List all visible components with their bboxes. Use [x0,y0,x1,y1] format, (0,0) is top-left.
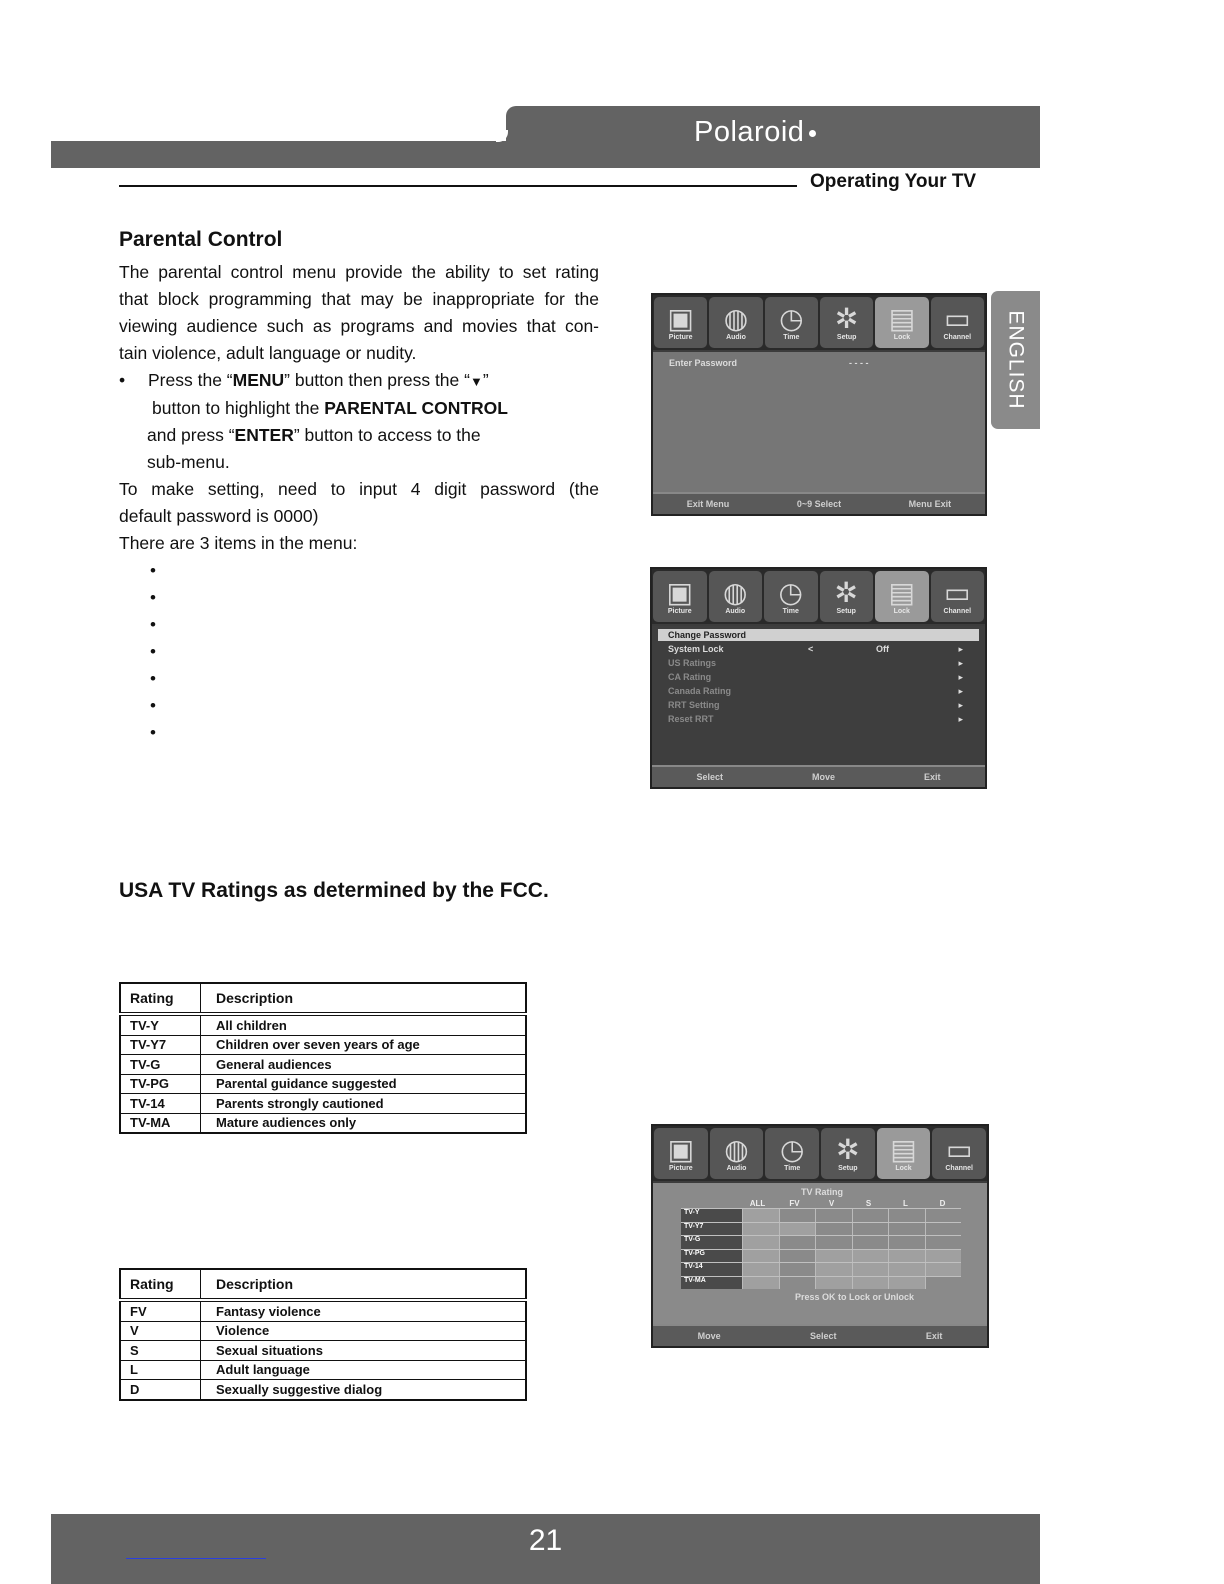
table-row: FV Fantasy violence [120,1300,526,1321]
tv-menu-label: Lock [893,334,911,341]
intro-line: that block programming that may be inappropriate for the [119,289,599,309]
channel-icon [932,1128,986,1179]
chevron-right-icon: ▸ [958,700,963,710]
table-row: TV-14 Parents strongly cautioned [120,1094,526,1114]
setup-icon [821,1128,875,1179]
footer-hint: 0~9 Select [796,499,842,509]
tv-menu-glyph: ✲ [834,577,858,608]
rating-grid-title: TV Rating [801,1187,843,1197]
list-item: • [150,615,156,634]
tv-menu-glyph: ◷ [779,1134,805,1165]
rating-grid-row: TV-MA [681,1276,961,1290]
tv-icon-bar [653,1126,987,1181]
items-line: There are 3 items in the menu: [119,533,358,553]
instruction-line-3: and press “ENTER” button to access to the [147,425,481,445]
tv-menu-glyph: ✲ [834,303,859,334]
table-row: S Sexual situations [120,1341,526,1361]
system-lock-value: Off [876,644,889,654]
list-item: • [150,696,156,715]
setting-line: To make setting, need to input 4 digit password (the [119,479,599,499]
tv-icon-bar [653,295,985,350]
tv-menu-glyph: ◍ [723,577,748,608]
footer-hint: Select [809,1331,837,1341]
instruction-line-2: button to highlight the PARENTAL CONTROL [152,398,508,418]
parental-control-title: Parental Control [119,228,283,251]
tv-menu-glyph: ✲ [836,1134,860,1165]
tv-menu-glyph: ▤ [888,303,916,334]
tv-screen-rating-grid [651,1124,989,1348]
intro-line: The parental control menu provide the ability to set rating [119,262,599,282]
tv-menu-glyph: ▣ [667,303,694,334]
instruction-bullet [119,367,599,395]
table-row: TV-G General audiences [120,1055,526,1075]
tv-menu-label: Channel [943,334,972,341]
rating-grid-row: TV-14 [681,1262,961,1276]
picture-icon [654,1128,708,1179]
usa-ratings-title: USA TV Ratings as determined by the FCC. [119,879,549,902]
table-header-rating: Rating [120,1269,201,1300]
picture-icon [653,571,707,622]
tv-screen-password [651,293,987,516]
chevron-right-icon: ▸ [958,658,963,668]
setup-icon [820,297,873,348]
audio-icon [709,571,763,622]
brand-logo: Polaroid [694,116,816,149]
rating-grid-header: ALL FV V S L D [749,1199,946,1208]
tv-menu-glyph: ▤ [888,577,915,608]
rating-grid-row: TV-Y7 [681,1222,961,1236]
table-row: TV-MA Mature audiences only [120,1113,526,1133]
rating-grid-row: TV-G [681,1235,961,1249]
rating-grid-row: TV-PG [681,1249,961,1263]
tv-menu-label: Audio [726,334,746,341]
menu-item-canada-rating: Canada Rating [668,686,732,696]
audio-icon [709,297,762,348]
rating-grid-row: TV-Y [681,1208,961,1222]
table-row: TV-Y All children [120,1014,526,1035]
empty-bullet-list [150,557,156,746]
footer-hint: Exit Menu [686,499,730,509]
down-arrow-icon: ▼ [469,374,483,389]
tv-menu-label: Time [782,608,799,615]
rating-grid [681,1199,961,1289]
table-row: V Violence [120,1321,526,1341]
tv-menu-label: Setup [836,334,857,341]
table-header-rating: Rating [120,983,201,1014]
tv-menu-label: Channel [943,608,972,615]
footer-hint: Move [811,772,835,782]
intro-line: tain violence, adult language or nudity. [119,343,417,363]
menu-item-ca-rating: CA Rating [668,672,712,682]
tv-icon-bar [652,569,985,624]
brand-dot-icon [809,130,816,137]
table-row: TV-Y7 Children over seven years of age [120,1035,526,1055]
list-item: • [150,669,156,688]
menu-key: MENU [232,370,285,390]
tv-menu-label: Picture [667,608,692,615]
tv-menu-glyph: ▣ [667,1134,695,1165]
system-lock-left-arrow: < [808,644,814,654]
chevron-right-icon: ▸ [958,686,963,696]
tv-footer [653,492,985,514]
tv-menu-glyph: ▤ [890,1134,917,1165]
tv-menu-label: Channel [945,1165,973,1172]
rating-grid-note: Press OK to Lock or Unlock [795,1292,915,1302]
menu-item-reset-rrt: Reset RRT [668,714,714,724]
lock-icon [875,297,928,348]
footer-hint: Select [696,772,724,782]
tv-menu-glyph: ▭ [944,303,971,334]
tv-menu-label: Setup [838,1165,858,1172]
tv-menu-glyph: ▭ [944,577,971,608]
time-icon [765,297,818,348]
tv-menu-label: Audio [726,1165,747,1172]
tv-screen-lock-menu [650,567,987,789]
tv-menu-label: Time [784,1165,801,1172]
tv-menu-label: Picture [668,334,693,341]
tv-menu-body [653,1183,987,1324]
channel-icon [931,571,985,622]
language-tab-label: ENGLISH [1004,310,1028,410]
table-header-description: Description [201,983,527,1014]
chevron-right-icon: ▸ [958,644,963,654]
tv-ratings-table [119,982,527,1134]
lock-icon [877,1128,931,1179]
tv-menu-label: Setup [836,608,856,615]
setting-line: default password is 0000) [119,506,319,526]
instruction-line-1: Press the “MENU” button then press the “▼” [148,370,489,390]
tv-menu-glyph: ▭ [945,1134,973,1165]
menu-item-rrt-setting: RRT Setting [668,700,720,710]
tv-menu-label: Audio [725,608,746,615]
tv-menu-label: Lock [895,1165,912,1172]
footer-hint: Exit [925,1331,943,1341]
header-rule [119,185,797,187]
bullet-dot: • [119,370,126,390]
chevron-right-icon: ▸ [958,714,963,724]
menu-item-system-lock: System Lock [668,644,724,654]
table-row: TV-PG Parental guidance suggested [120,1074,526,1094]
tv-menu-glyph: ◍ [724,1134,749,1165]
tv-menu-body [653,352,985,492]
tv-footer [652,765,985,787]
channel-icon [931,297,984,348]
list-item: • [150,642,156,661]
time-icon [765,1128,819,1179]
chevron-right-icon: ▸ [958,672,963,682]
list-item: • [150,588,156,607]
table-header-row [120,1269,526,1300]
footer-hint: Exit [923,772,941,782]
footer-link-underline [126,1558,266,1559]
menu-item-us-ratings: US Ratings [668,658,717,668]
table-row: L Adult language [120,1360,526,1380]
tv-menu-body [652,626,985,765]
parental-control-body [119,259,599,557]
tv-menu-label: Picture [668,1165,693,1172]
tv-menu-glyph: ◷ [779,303,804,334]
tv-footer [653,1324,987,1346]
content-ratings-table [119,1268,527,1401]
table-row: D Sexually suggestive dialog [120,1380,526,1400]
tv-menu-glyph: ◷ [778,577,803,608]
page-number: 21 [528,1524,563,1557]
tv-menu-glyph: ◍ [723,303,749,334]
password-value: - - - - [849,358,869,368]
audio-icon [710,1128,764,1179]
parental-control-key: PARENTAL CONTROL [324,398,508,418]
password-label: Enter Password [669,358,738,368]
enter-key: ENTER [234,425,294,445]
table-header-description: Description [201,1269,527,1300]
setup-icon [820,571,874,622]
footer-hint: Move [697,1331,721,1341]
intro-line: viewing audience such as programs and movies that con- [119,316,599,336]
list-item: • [150,723,156,742]
tv-menu-glyph: ▣ [666,577,693,608]
menu-item-change-password: Change Password [668,630,747,640]
tv-menu-label: Time [783,334,800,341]
section-title: Operating Your TV [810,171,977,192]
lock-icon [875,571,929,622]
table-header-row [120,983,526,1014]
list-item: • [150,561,156,580]
tv-menu-label: Lock [893,608,910,615]
picture-icon [654,297,707,348]
footer-hint: Menu Exit [908,499,952,509]
instruction-line-4: sub-menu. [147,452,230,472]
time-icon [764,571,818,622]
